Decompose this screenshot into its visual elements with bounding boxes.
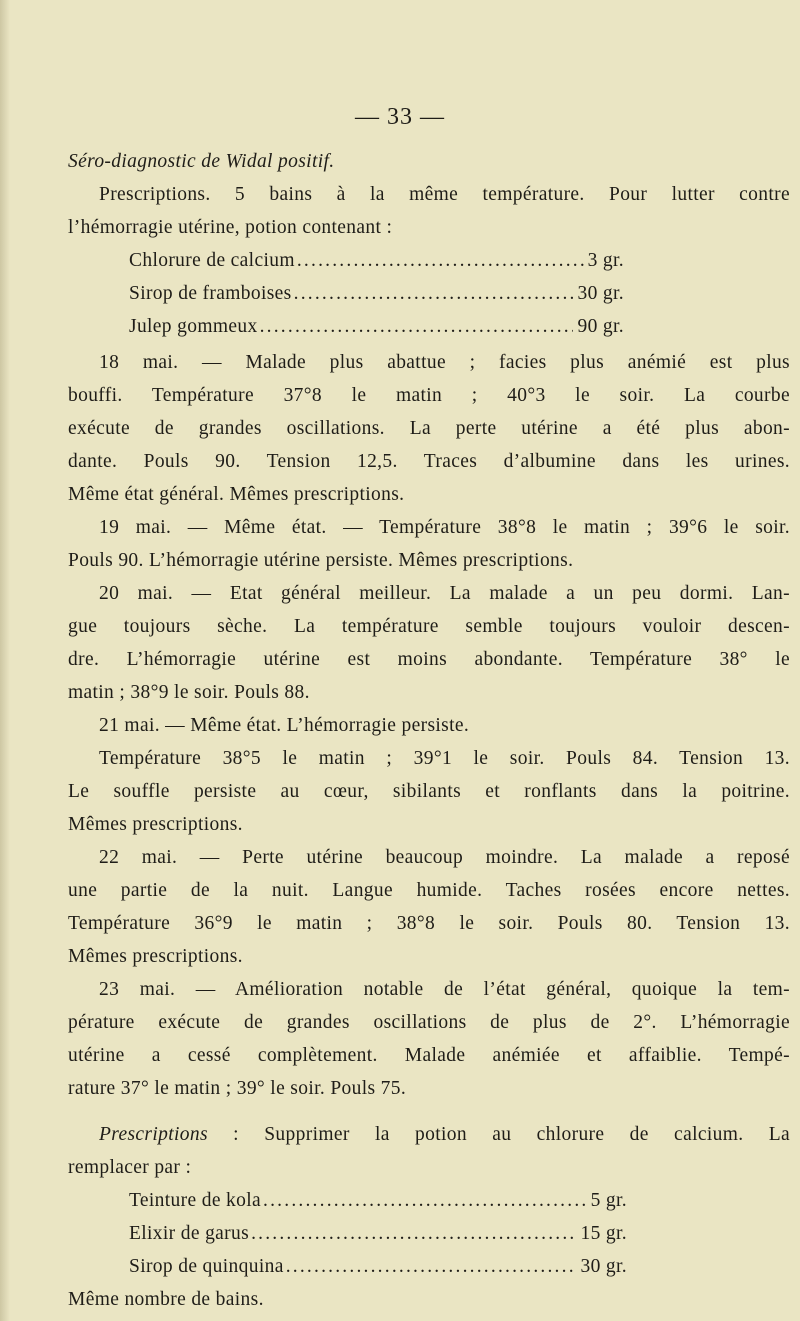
entry-line: dre. L’hémorragie utérine est moins abondante. Température 38° le: [68, 649, 790, 670]
prescriptions-text: : Supprimer la potion au chlorure de calcium. La: [207, 1124, 790, 1145]
entry-line: utérine a cessé complètement. Malade anémiée et affaiblie. Tempé-: [68, 1045, 790, 1066]
prescription-item: [129, 249, 624, 273]
ingredient-dose: 5 gr.: [590, 1190, 627, 1211]
entry-line: gue toujours sèche. La température semble toujours vouloir descen-: [68, 616, 790, 637]
leader-dots: [263, 1189, 587, 1213]
leader-dots: [294, 282, 574, 306]
ingredient-dose: 3 gr.: [587, 250, 624, 271]
ingredient-name: Sirop de framboises: [129, 283, 292, 304]
entry-line: 19 mai. — Même état. — Température 38°8 le matin ; 39°6 le soir.: [99, 517, 790, 538]
entry-line: 23 mai. — Amélioration notable de l’état général, quoique la tem-: [99, 979, 790, 1000]
entry-line: 21 mai. — Même état. L’hémorragie persiste.: [99, 715, 470, 736]
entry-line: 22 mai. — Perte utérine beaucoup moindre. La malade a reposé: [99, 847, 790, 868]
page-number: — 33 —: [355, 104, 445, 130]
prescriptions-line: [99, 1123, 790, 1147]
entry-line: Mêmes prescriptions.: [68, 814, 243, 835]
entry-line: Même état général. Mêmes prescriptions.: [68, 484, 405, 505]
prescription-item: [129, 1222, 627, 1246]
paragraph-line: remplacer par :: [68, 1157, 192, 1178]
entry-line: bouffi. Température 37°8 le matin ; 40°3 le soir. La courbe: [68, 385, 790, 406]
entry-line: Pouls 90. L’hémorragie utérine persiste. Mêmes prescriptions.: [68, 550, 574, 571]
entry-line: Température 36°9 le matin ; 38°8 le soir. Pouls 80. Tension 13.: [68, 913, 790, 934]
ingredient-dose: 90 gr.: [577, 316, 624, 337]
ingredient-name: Chlorure de calcium: [129, 250, 295, 271]
prescription-item: [129, 1189, 627, 1213]
entry-line: Température 38°5 le matin ; 39°1 le soir. Pouls 84. Tension 13.: [99, 748, 790, 769]
paragraph-line: l’hémorragie utérine, potion contenant :: [68, 217, 393, 238]
leader-dots: [260, 315, 574, 339]
entry-line: exécute de grandes oscillations. La perte utérine a été plus abon-: [68, 418, 790, 439]
ingredient-name: Elixir de garus: [129, 1223, 250, 1244]
closing-line: Même nombre de bains.: [68, 1289, 264, 1310]
entry-line: Le souffle persiste au cœur, sibilants et ronflants dans la poitrine.: [68, 781, 790, 802]
ingredient-dose: 30 gr.: [577, 283, 624, 304]
entry-line: dante. Pouls 90. Tension 12,5. Traces d’albumine dans les urines.: [68, 451, 790, 472]
ingredient-name: Julep gommeux: [129, 316, 258, 337]
entry-line: 20 mai. — Etat général meilleur. La malade a un peu dormi. Lan-: [99, 583, 790, 604]
leader-dots: [297, 249, 584, 273]
ingredient-name: Teinture de kola: [129, 1190, 262, 1211]
paragraph-line: Prescriptions. 5 bains à la même température. Pour lutter contre: [99, 184, 790, 205]
ingredient-name: Sirop de quinquina: [129, 1256, 284, 1277]
prescription-item: [129, 1255, 627, 1279]
section-subtitle: Séro-diagnostic de Widal positif.: [68, 151, 335, 172]
entry-line: 18 mai. — Malade plus abattue ; facies plus anémié est plus: [99, 352, 790, 373]
entry-line: pérature exécute de grandes oscillations de plus de 2°. L’hémorragie: [68, 1012, 790, 1033]
ingredient-dose: 30 gr.: [580, 1256, 627, 1277]
entry-line: rature 37° le matin ; 39° le soir. Pouls 75.: [68, 1078, 407, 1099]
entry-line: une partie de la nuit. Langue humide. Taches rosées encore nettes.: [68, 880, 790, 901]
leader-dots: [286, 1255, 577, 1279]
page-edge-shadow: [0, 0, 10, 1321]
ingredient-dose: 15 gr.: [580, 1223, 627, 1244]
prescription-item: [129, 315, 624, 339]
leader-dots: [251, 1222, 576, 1246]
prescriptions-label: Prescriptions: [99, 1124, 208, 1145]
prescription-item: [129, 282, 624, 306]
entry-line: matin ; 38°9 le soir. Pouls 88.: [68, 682, 310, 703]
entry-line: Mêmes prescriptions.: [68, 946, 243, 967]
